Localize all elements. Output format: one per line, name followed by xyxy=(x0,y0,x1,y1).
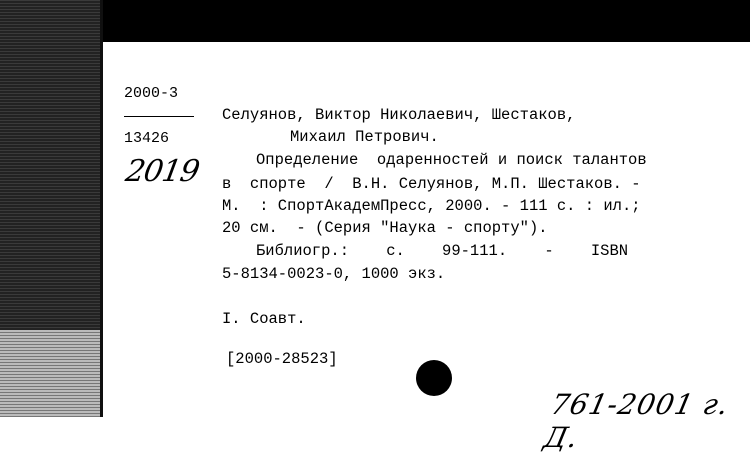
scanner-top-band xyxy=(0,0,750,42)
handwritten-code: 2019 xyxy=(122,154,202,189)
record-number: [2000-28523] xyxy=(226,350,338,368)
author-line-continued: Михаил Петрович. xyxy=(290,128,439,146)
title-line: Определение одаренностей и поиск талантов xyxy=(256,151,647,169)
shelf-code: 2000-3 xyxy=(124,85,179,102)
isbn-line: 5-8134-0023-0, 1000 экз. xyxy=(222,265,446,283)
responsibility-line: в спорте / В.Н. Селуянов, М.П. Шестаков. - xyxy=(222,175,641,193)
ink-blot xyxy=(416,360,452,396)
series-line: 20 см. - (Серия "Наука - спорту"). xyxy=(222,219,548,237)
bibliography-line: Библиогр.: с. 99-111. - ISBN xyxy=(256,242,629,260)
author-line: Селуянов, Виктор Николаевич, Шестаков, xyxy=(222,106,576,124)
shelf-code-underline xyxy=(124,116,194,117)
author-code: 13426 xyxy=(124,130,170,147)
scan-noise-light xyxy=(0,330,100,417)
scanner-left-strip xyxy=(0,0,103,417)
publication-line: М. : СпортАкадемПресс, 2000. - 111 с. : ил.; xyxy=(222,197,641,215)
handwritten-note: 761-2001 г. Д. xyxy=(540,388,733,454)
tracing-line: I. Соавт. xyxy=(222,310,306,328)
